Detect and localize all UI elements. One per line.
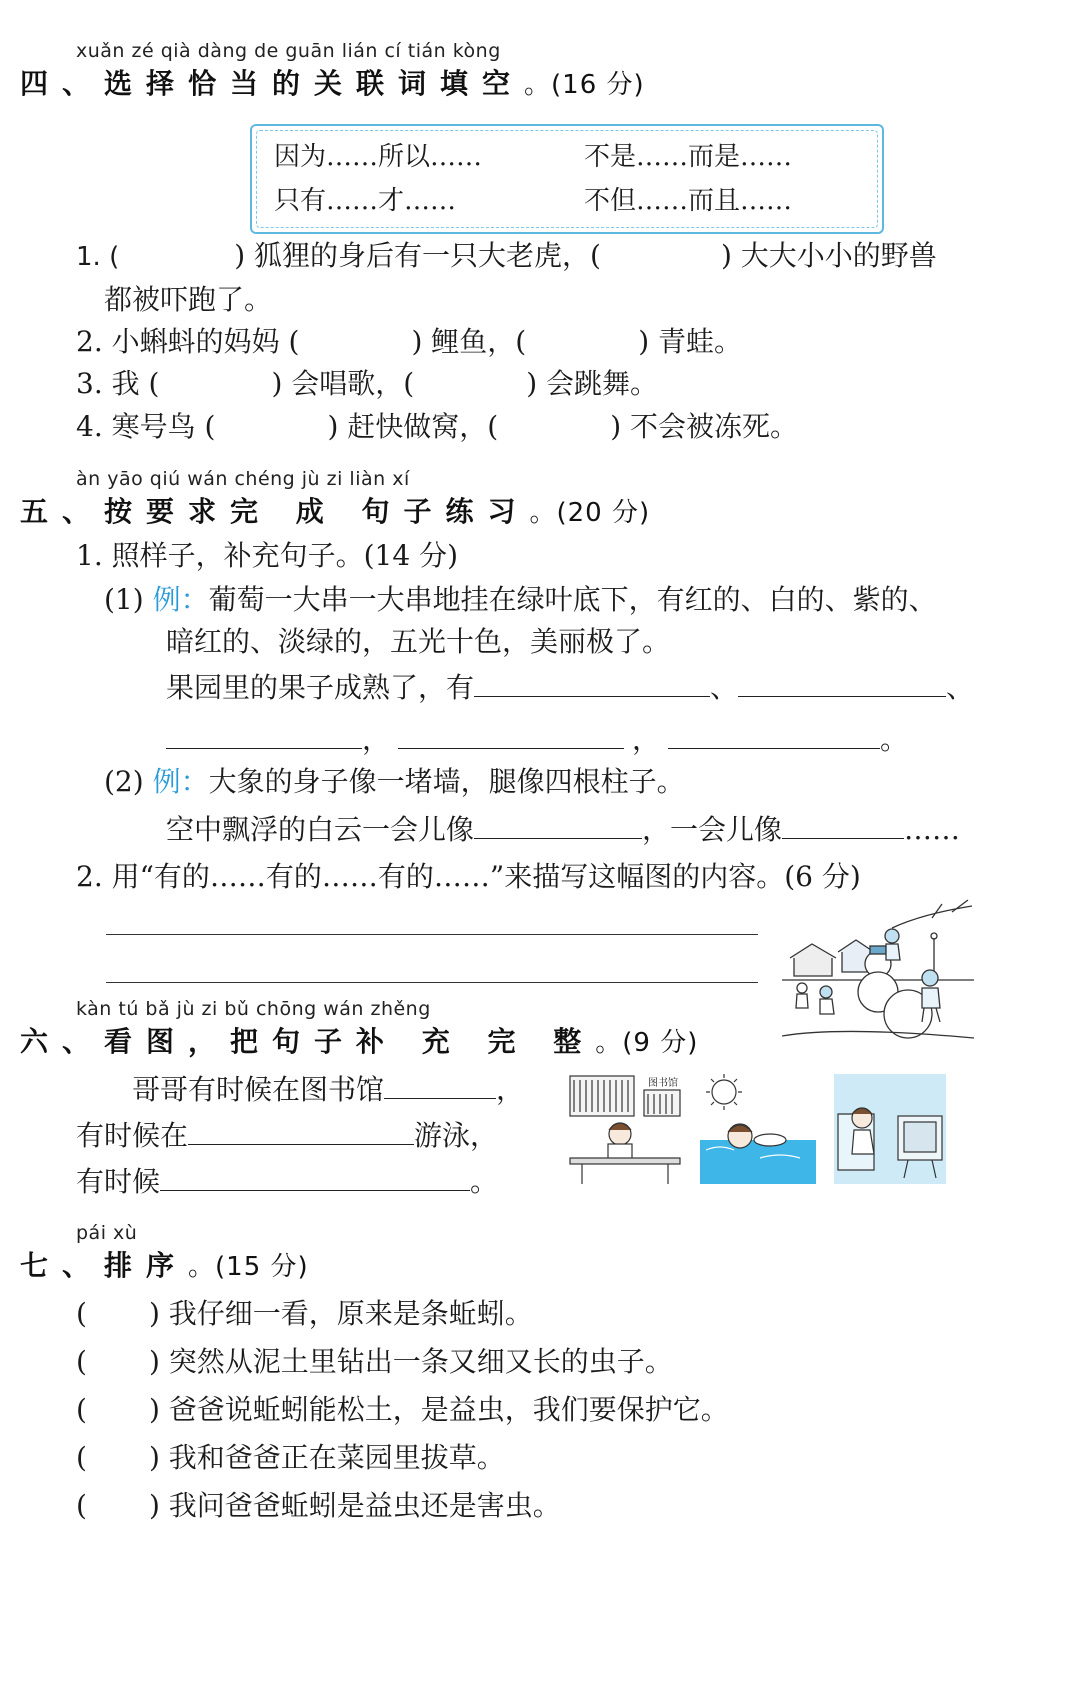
s4-pinyin: xuǎn zé qià dàng de guān lián cí tián kòng bbox=[76, 40, 501, 62]
s5-q1: 1. 照样子，补充句子。(14 分) bbox=[76, 539, 458, 572]
fruit-blank-4[interactable] bbox=[398, 720, 624, 749]
s5-pinyin: àn yāo qiú wán chéng jù zi liàn xí bbox=[76, 468, 410, 490]
sep-4: ， bbox=[632, 723, 661, 756]
s4-score: 。(16 分) bbox=[524, 70, 645, 100]
sep-1: 、 bbox=[710, 671, 739, 704]
order-item-5[interactable] bbox=[76, 1484, 561, 1524]
s6-pinyin: kàn tú bǎ jù zi bǔ chōng wán zhěng bbox=[76, 998, 431, 1020]
s6-heading bbox=[20, 1020, 698, 1060]
order-paren-close: ) bbox=[148, 1441, 160, 1474]
s4-q3 bbox=[76, 362, 658, 402]
library-reading-picture bbox=[568, 1074, 682, 1184]
s6-heading-text: 六、看图，把句子补 充 完 整 bbox=[20, 1025, 596, 1058]
s5-heading-text: 五、按要求完 成 句子练习 bbox=[20, 495, 530, 528]
s5-p1-line2: 暗红的、淡绿的，五光十色，美丽极了。 bbox=[166, 625, 671, 658]
s5-p2-line2 bbox=[166, 808, 960, 848]
word-choice-box bbox=[250, 124, 884, 234]
word-option-2: 不是……而是…… bbox=[584, 142, 793, 172]
order-item-1[interactable] bbox=[76, 1292, 533, 1332]
end-1: 。 bbox=[880, 723, 909, 756]
s5-q2: 2. 用“有的……有的……有的……”来描写这幅图的内容。(6 分) bbox=[76, 860, 861, 893]
fruit-blank-3[interactable] bbox=[166, 720, 362, 749]
order-text-4: 我和爸爸正在菜园里拔草。 bbox=[168, 1441, 505, 1474]
s4-q1-line1 bbox=[76, 234, 937, 274]
s4-q3-c: ) 会跳舞。 bbox=[526, 367, 659, 400]
s5-heading bbox=[20, 490, 650, 530]
s4-q2-b: ) 鲤鱼，( bbox=[411, 325, 527, 358]
s6-l3a: 有时候 bbox=[76, 1165, 161, 1198]
example-label-2: 例： bbox=[152, 765, 209, 798]
snow-play-illustration bbox=[782, 896, 974, 1046]
s5-p2-label: (2) bbox=[104, 765, 144, 798]
order-paren-open: ( bbox=[76, 1393, 87, 1426]
s4-q3-b: ) 会唱歌，( bbox=[271, 367, 415, 400]
s4-q1-c: ) 大大小小的野兽 bbox=[720, 239, 937, 272]
s5-p1-label: (1) bbox=[104, 583, 144, 616]
order-text-1: 我仔细一看，原来是条蚯蚓。 bbox=[168, 1297, 533, 1330]
s5-p1-line4 bbox=[166, 718, 908, 758]
s7-score: 。(15 分) bbox=[188, 1252, 309, 1282]
example-label: 例： bbox=[152, 583, 209, 616]
order-paren-open: ( bbox=[76, 1345, 87, 1378]
s5-p2-text2b: ，一会儿像 bbox=[642, 813, 783, 846]
swim-place-blank[interactable] bbox=[188, 1116, 414, 1145]
answer-line-1[interactable] bbox=[106, 934, 758, 935]
activity-blank[interactable] bbox=[160, 1162, 470, 1191]
word-option-1: 因为……所以…… bbox=[274, 142, 483, 172]
order-text-3: 爸爸说蚯蚓能松土，是益虫，我们要保护它。 bbox=[168, 1393, 729, 1426]
order-paren-open: ( bbox=[76, 1297, 87, 1330]
watching-tv-picture bbox=[834, 1074, 946, 1184]
s4-q1-a: 1. ( bbox=[76, 242, 120, 272]
library-sign: 图书馆 bbox=[648, 1078, 678, 1089]
order-paren-close: ) bbox=[148, 1297, 160, 1330]
s4-q4-c: ) 不会被冻死。 bbox=[610, 410, 799, 443]
s5-p1-line3 bbox=[166, 666, 974, 706]
s4-heading bbox=[20, 62, 645, 102]
s6-l1a: 哥哥有时候在图书馆 bbox=[132, 1073, 385, 1106]
s4-q4-a: 4. 寒号鸟 ( bbox=[76, 410, 216, 443]
s6-line1 bbox=[132, 1068, 524, 1108]
order-paren-open: ( bbox=[76, 1441, 87, 1474]
order-text-5: 我问爸爸蚯蚓是益虫还是害虫。 bbox=[168, 1489, 561, 1522]
s5-p2-text2a: 空中飘浮的白云一会儿像 bbox=[166, 813, 475, 846]
fruit-blank-2[interactable] bbox=[738, 668, 946, 697]
order-item-2[interactable] bbox=[76, 1340, 673, 1380]
s6-l2b: 游泳， bbox=[414, 1119, 499, 1152]
s7-pinyin: pái xù bbox=[76, 1222, 138, 1244]
library-blank[interactable] bbox=[384, 1070, 496, 1099]
s5-p1-text3: 果园里的果子成熟了，有 bbox=[166, 671, 475, 704]
s6-score: 。(9 分) bbox=[595, 1028, 699, 1058]
s4-q4-b: ) 赶快做窝，( bbox=[327, 410, 499, 443]
s6-line2 bbox=[76, 1114, 498, 1154]
order-text-2: 突然从泥土里钻出一条又细又长的虫子。 bbox=[168, 1345, 673, 1378]
s7-heading bbox=[20, 1244, 309, 1284]
s4-q1-b: ) 狐狸的身后有一只大老虎，( bbox=[234, 239, 601, 272]
order-item-4[interactable] bbox=[76, 1436, 505, 1476]
answer-line-2[interactable] bbox=[106, 982, 758, 983]
s4-q4 bbox=[76, 405, 798, 445]
s5-score: 。(20 分) bbox=[529, 498, 651, 528]
s5-p2-line1 bbox=[104, 760, 685, 800]
s5-p1-text1: 葡萄一大串一大串地挂在绿叶底下，有红的、白的、紫的、 bbox=[208, 583, 937, 616]
s6-l3b: 。 bbox=[470, 1165, 499, 1198]
word-option-3: 只有……才…… bbox=[274, 186, 457, 216]
cloud-blank-1[interactable] bbox=[474, 810, 642, 839]
word-option-4: 不但……而且…… bbox=[584, 186, 793, 216]
order-paren-open: ( bbox=[76, 1489, 87, 1522]
s7-heading-text: 七、排序 bbox=[20, 1249, 189, 1282]
s4-q1-line2: 都被吓跑了。 bbox=[104, 283, 273, 316]
cloud-blank-2[interactable] bbox=[782, 810, 904, 839]
s4-q2 bbox=[76, 320, 742, 360]
sep-3: ， bbox=[362, 723, 391, 756]
order-item-3[interactable] bbox=[76, 1388, 729, 1428]
s4-q2-a: 2. 小蝌蚪的妈妈 ( bbox=[76, 325, 300, 358]
s6-l2a: 有时候在 bbox=[76, 1119, 189, 1152]
s4-q3-a: 3. 我 ( bbox=[76, 367, 160, 400]
swimming-picture bbox=[700, 1074, 816, 1184]
s5-p2-text2c: …… bbox=[904, 813, 961, 846]
s4-q2-c: ) 青蛙。 bbox=[638, 325, 743, 358]
order-paren-close: ) bbox=[148, 1345, 160, 1378]
s5-p1-line1 bbox=[104, 578, 937, 618]
s6-line3 bbox=[76, 1160, 498, 1200]
fruit-blank-1[interactable] bbox=[474, 668, 710, 697]
fruit-blank-5[interactable] bbox=[668, 720, 880, 749]
s4-heading-text: 四、选择恰当的关联词填空 bbox=[20, 67, 525, 100]
s6-l1b: ， bbox=[496, 1073, 525, 1106]
order-paren-close: ) bbox=[148, 1393, 160, 1426]
order-paren-close: ) bbox=[148, 1489, 160, 1522]
sep-2: 、 bbox=[946, 671, 975, 704]
s5-p2-text1: 大象的身子像一堵墙，腿像四根柱子。 bbox=[208, 765, 685, 798]
